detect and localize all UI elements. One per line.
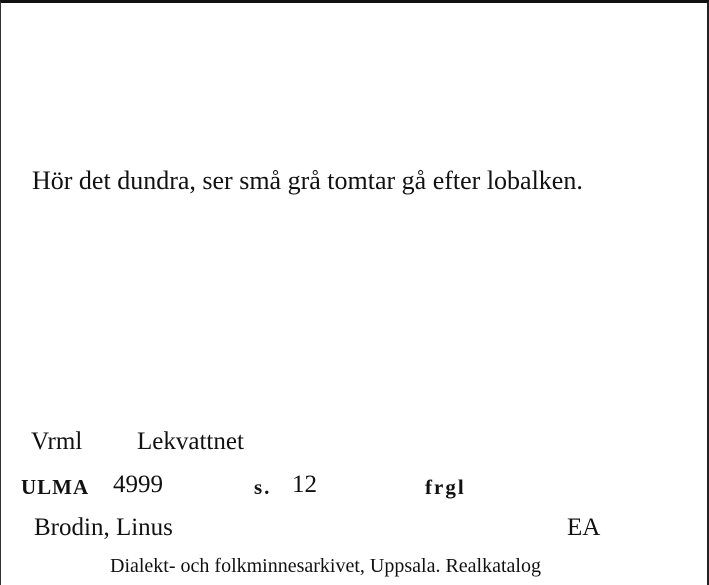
- page-number: 12: [292, 471, 317, 498]
- region-abbreviation: Vrml: [31, 428, 83, 455]
- parish-name: Lekvattnet: [137, 428, 244, 455]
- record-text: Hör det dundra, ser små grå tomtar gå efter lobalken.: [32, 166, 583, 195]
- informant-name: Brodin, Linus: [34, 514, 173, 541]
- category-code: frgl: [425, 475, 466, 499]
- collector-initials: EA: [567, 514, 601, 541]
- archive-code: ULMA: [21, 475, 90, 499]
- archive-number: 4999: [113, 471, 163, 498]
- page-prefix: s.: [254, 475, 272, 499]
- archive-footer: Dialekt- och folkminnesarkivet, Uppsala. Realkatalog: [110, 555, 541, 577]
